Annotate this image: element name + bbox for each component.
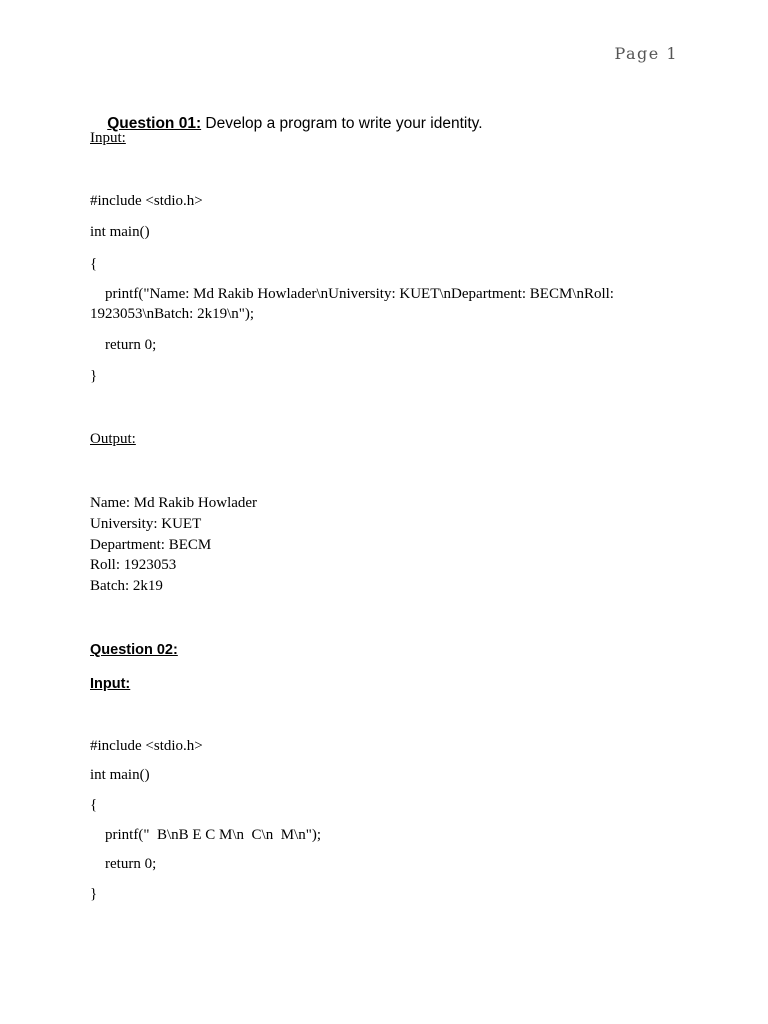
question-02-input-label: Input: (90, 676, 131, 692)
output-line: Name: Md Rakib Howlader (90, 495, 258, 511)
question-01-label: Question 01: (107, 115, 202, 132)
output-line: Batch: 2k19 (90, 578, 163, 594)
code-return: return 0; (105, 337, 157, 353)
question-01-output-label: Output: (90, 431, 136, 447)
question-01-heading (90, 94, 483, 154)
question-01-input-label: Input: (90, 130, 126, 146)
code-close-brace: } (90, 368, 98, 384)
code-open-brace: { (90, 256, 98, 272)
code-open-brace: { (90, 797, 98, 813)
code-main: int main() (90, 224, 150, 240)
output-line: Department: BECM (90, 537, 212, 553)
output-line: Roll: 1923053 (90, 557, 177, 573)
question-01-text: Develop a program to write your identity. (201, 115, 483, 132)
code-return: return 0; (105, 856, 157, 872)
question-02-label: Question 02: (90, 642, 178, 658)
code-include: #include <stdio.h> (90, 738, 203, 754)
page-number: Page 1 (614, 44, 678, 63)
output-line: University: KUET (90, 516, 202, 532)
code-include: #include <stdio.h> (90, 193, 203, 209)
code-main: int main() (90, 767, 150, 783)
code-printf: printf(" B\nB E C M\n C\n M\n"); (105, 827, 322, 843)
code-printf: printf("Name: Md Rakib Howlader\nUniversity: KUET\nDepartment: BECM\nRoll: 1923053\nBatch: 2k19\n"); (90, 286, 614, 322)
code-close-brace: } (90, 886, 98, 902)
